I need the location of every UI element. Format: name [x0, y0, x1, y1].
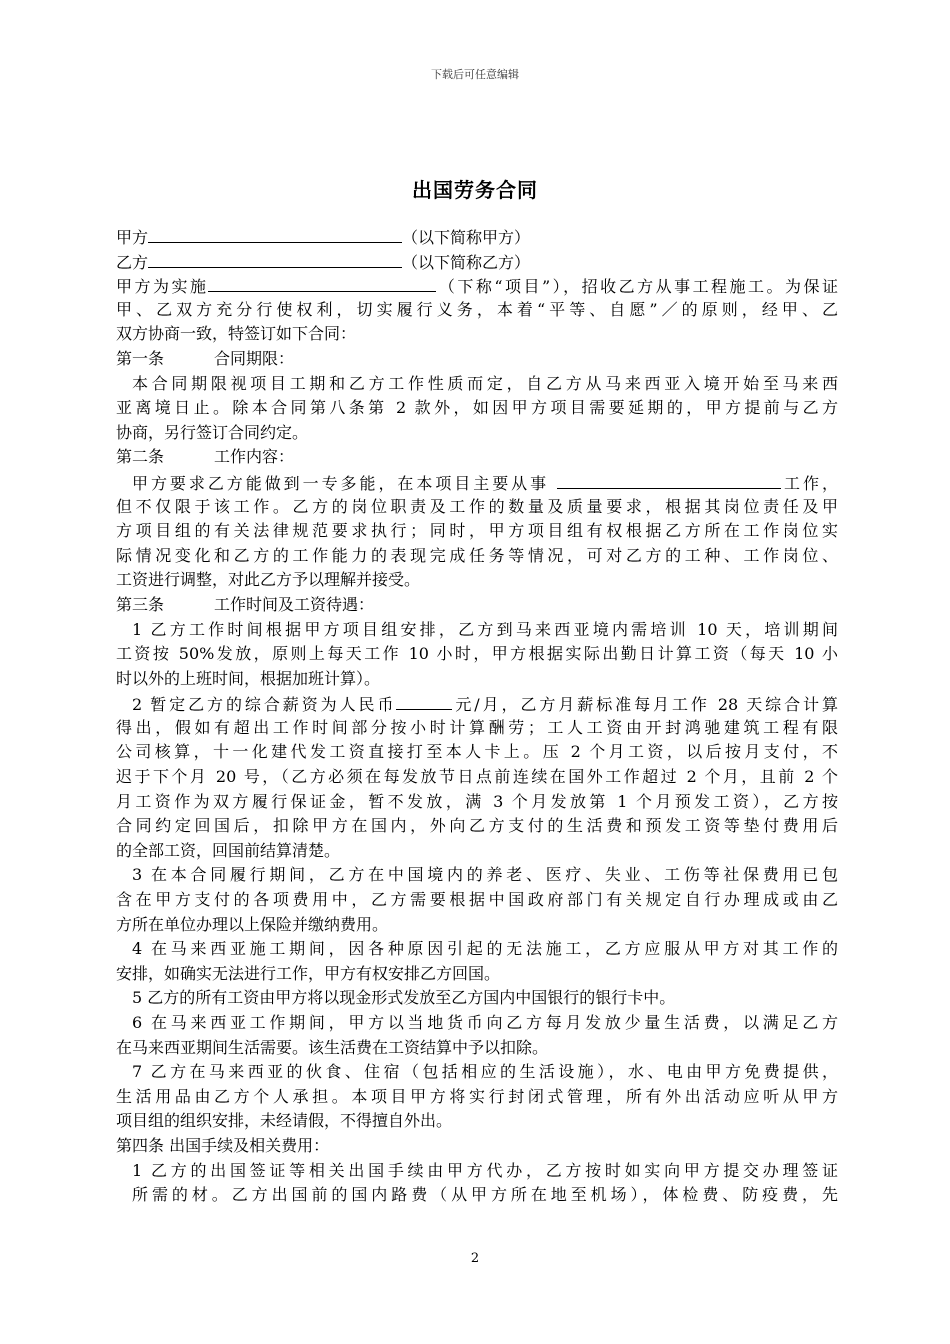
party-a-line: [116, 224, 838, 249]
party-b-line: [116, 249, 838, 274]
section-3-line: 安排，如确实无法进行工作，甲方有权安排乙方回国。: [116, 963, 501, 983]
section-3-line: 7 乙方在马来西亚的伙食、住宿（包括相应的生活设施），水、电由甲方免费提供，: [132, 1062, 838, 1082]
section-3-line: 6 在马来西亚工作期间，甲方以当地货币向乙方每月发放少量生活费，以满足乙方: [132, 1013, 838, 1032]
page-header: 下载后可任意编辑: [431, 68, 519, 81]
section-4-line: 1 乙方的出国签证等相关出国手续由甲方代办，乙方按时如实向甲方提交办理签证: [132, 1160, 838, 1180]
section-3-line: 4 在马来西亚施工期间，因各种原因引起的无法施工，乙方应服从甲方对其工作的: [132, 939, 838, 959]
party-a-suffix: （以下简称甲方）: [402, 228, 531, 247]
section-3-line: 工资按 50%发放，原则上每天工作 10 小时，甲方根据实际出勤日计算工资（每天 10 小: [116, 644, 838, 664]
section-3-line: 项目组的组织安排，未经请假，不得擅自外出。: [116, 1111, 453, 1131]
section-3-line: 的全部工资，回国前结算清楚。: [116, 840, 341, 860]
section-3-line: 含在甲方支付的各项费用中，乙方需要根据中国政府部门有关规定自行办理成或由乙: [116, 890, 838, 910]
section-3-line: 迟于下个月 20 号，（乙方必须在每发放节日点前连续在国外工作超过 2 个月，且前 2 个: [116, 767, 838, 787]
section-1-line: 协商，另行签订合同约定。: [116, 422, 309, 442]
party-a-blank: [148, 224, 402, 243]
work-type-blank: [557, 470, 781, 489]
section-2-heading: 第二条 工作内容：: [116, 447, 295, 467]
section-2-line: 但不仅限于该工作。乙方的岗位职责及工作的数量及质量要求，根据其岗位责任及甲: [116, 496, 838, 516]
section-1-heading: 第一条 合同期限：: [116, 348, 295, 368]
project-blank: [208, 273, 436, 292]
party-a-label: 甲方: [116, 228, 149, 247]
intro-line-1: 甲方为实施 （下称“项目”），招收乙方从事工程施工。为保证: [116, 273, 838, 298]
section-3-line: 在马来西亚期间生活需要。该生活费在工资结算中予以扣除。: [116, 1037, 549, 1057]
section-3-line: 方所在单位办理以上保险并缴纳费用。: [116, 914, 389, 934]
section-3-line: 生活用品由乙方个人承担。本项目甲方将实行封闭式管理，所有外出活动应听从甲方: [116, 1086, 838, 1106]
section-3-line: 3 在本合同履行期间，乙方在中国境内的养老、医疗、失业、工伤等社保费用已包: [132, 865, 838, 885]
section-4-line: 所需的材。乙方出国前的国内路费（从甲方所在地至机场），体检费、防疫费，先: [132, 1185, 838, 1205]
section-3-line: 1 乙方工作时间根据甲方项目组安排，乙方到马来西亚境内需培训 10 天，培训期间: [132, 619, 838, 639]
page-number: 2: [470, 1251, 480, 1266]
section-3-line: 2 暂定乙方的综合薪资为人民币 元/月，乙方月薪标准每月工作 28 天综合计算: [116, 691, 838, 716]
party-b-suffix: （以下简称乙方）: [402, 252, 531, 272]
section-2-line: 际情况变化和乙方的工作能力的表现完成任务等情况，可对乙方的工种、工作岗位、: [116, 545, 838, 565]
section-3-line: 5 乙方的所有工资由甲方将以现金形式发放至乙方国内中国银行的银行卡中。: [132, 988, 676, 1008]
intro-line-2: 甲、乙双方充分行使权利，切实履行义务，本着“平等、自愿”／的原则，经甲、乙: [116, 299, 838, 319]
section-1-line: 本合同期限视项目工期和乙方工作性质而定，自乙方从马来西亚入境开始至马来西: [132, 373, 838, 393]
contract-body: [116, 224, 838, 1208]
party-b-label: 乙方: [116, 252, 149, 272]
document-title: 出国劳务合同: [412, 178, 538, 202]
section-3-line: 月工资作为双方履行保证金，暂不发放，满 3 个月发放第 1 个月预发工资），乙方按: [116, 791, 838, 811]
party-b-blank: [148, 249, 402, 268]
section-3-line: 公司核算，十一化建代发工资直接打至本人卡上。压 2 个月工资，以后按月支付，不: [116, 742, 838, 762]
section-2-line: 工资进行调整，对此乙方予以理解并接受。: [116, 570, 421, 590]
section-1-line: 亚离境日止。除本合同第八条第 2 款外，如因甲方项目需要延期的，甲方提前与乙方: [116, 398, 838, 418]
section-3-heading: 第三条 工作时间及工资待遇：: [116, 594, 375, 614]
section-3-line: 时以外的上班时间，根据加班计算）。: [116, 668, 381, 688]
salary-blank: [396, 691, 452, 710]
section-2-line: 甲方要求乙方能做到一专多能，在本项目主要从事 工作，: [116, 470, 838, 495]
section-4-heading: 第四条 出国手续及相关费用：: [116, 1135, 330, 1155]
section-2-line: 方项目组的有关法律规范要求执行；同时，甲方项目组有权根据乙方所在工作岗位实: [116, 521, 838, 541]
intro-line-3: 双方协商一致，特签订如下合同：: [116, 324, 357, 344]
section-3-line: 合同约定回国后，扣除甲方在国内，外向乙方支付的生活费和预发工资等垫付费用后: [116, 816, 838, 836]
section-3-line: 得出，假如有超出工作时间部分按小时计算酬劳；工人工资由开封鸿驰建筑工程有限: [116, 717, 838, 737]
